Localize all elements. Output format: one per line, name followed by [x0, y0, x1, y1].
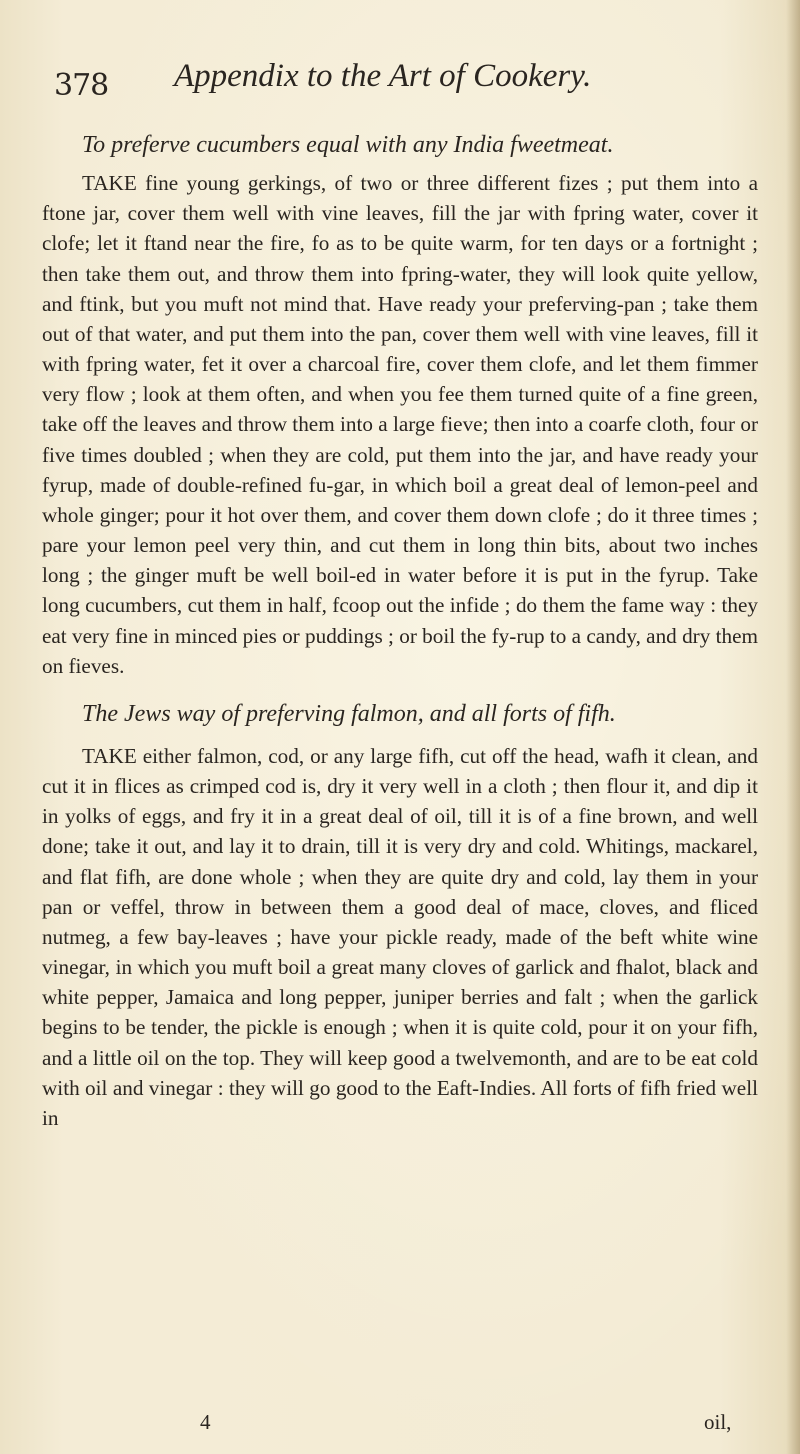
- page-body: [42, 130, 758, 1133]
- page-edge-shadow: [786, 0, 800, 1454]
- page-footer: [0, 1410, 800, 1440]
- recipe-title-salmon: The Jews way of preferving falmon, and all forts of fifh.: [82, 700, 616, 727]
- signature-mark: 4: [200, 1410, 211, 1434]
- page-header: [54, 58, 754, 108]
- recipe-title-cucumbers: To preferve cucumbers equal with any India fweetmeat.: [82, 132, 614, 158]
- running-head: Appendix to the Art of Cookery.: [174, 58, 592, 94]
- recipe-text-salmon: TAKE either falmon, cod, or any large fifh, cut off the head, wafh it clean, and cut it in flices as crimped cod is, dry it very well in a cloth ; then flour it, and dip it in yolks of eggs, and fry it in a great deal of oil, till it is of a fine brown, and well done; take it out, and lay it to drain, till it is very dry and cold. Whitings, mackarel, and flat fifh, are done whole ; when they are quite dry and cold, lay them in your pan or veffel, throw in between them a good deal of mace, cloves, and fliced nutmeg, a few bay-leaves ; have your pickle ready, made of the beft white wine vinegar, in which you muft boil a great many cloves of garlick and fhalot, black and white pepper, Jamaica and long pepper, juniper berries and falt ; when the garlick begins to be tender, the pickle is enough ; when it is quite cold, pour it on your fifh, and a little oil on the top. They will keep good a twelvemonth, and are to be eat cold with oil and vinegar : they will go good to the Eaft-Indies. All forts of fifh fried well in: [42, 743, 758, 1130]
- recipe-text-cucumbers: TAKE fine young gerkings, of two or three different fizes ; put them into a ftone jar, cover them well with vine leaves, fill the jar with fpring water, cover it clofe; let it ftand near the fire, fo as to be quite warm, for ten days or a fortnight ; then take them out, and throw them into fpring-water, they will look quite yellow, and ftink, but you muft not mind that. Have ready your preferving-pan ; take them out of that water, and put them into the pan, cover them well with vine leaves, fill it with fpring water, fet it over a charcoal fire, cover them clofe, and let them fimmer very flow ; look at them often, and when you fee them turned quite of a fine green, take off the leaves and throw them into a large fieve; then into a coarfe cloth, four or five times doubled ; when they are cold, put them into the jar, and have ready your fyrup, made of double-refined fu-gar, in which boil a great deal of lemon-peel and whole ginger; pour it hot over them, and cover them down clofe ; do it three times ; pare your lemon peel very thin, and cut them in long thin bits, about two inches long ; the ginger muft be well boil-ed in water before it is put in the fyrup. Take long cucumbers, cut them in half, fcoop out the infide ; do them the fame way : they eat very fine in minced pies or puddings ; or boil the fy-rup to a candy, and dry them on fieves.: [42, 171, 758, 678]
- catchword: oil,: [704, 1410, 732, 1434]
- page-number: 378: [54, 68, 109, 103]
